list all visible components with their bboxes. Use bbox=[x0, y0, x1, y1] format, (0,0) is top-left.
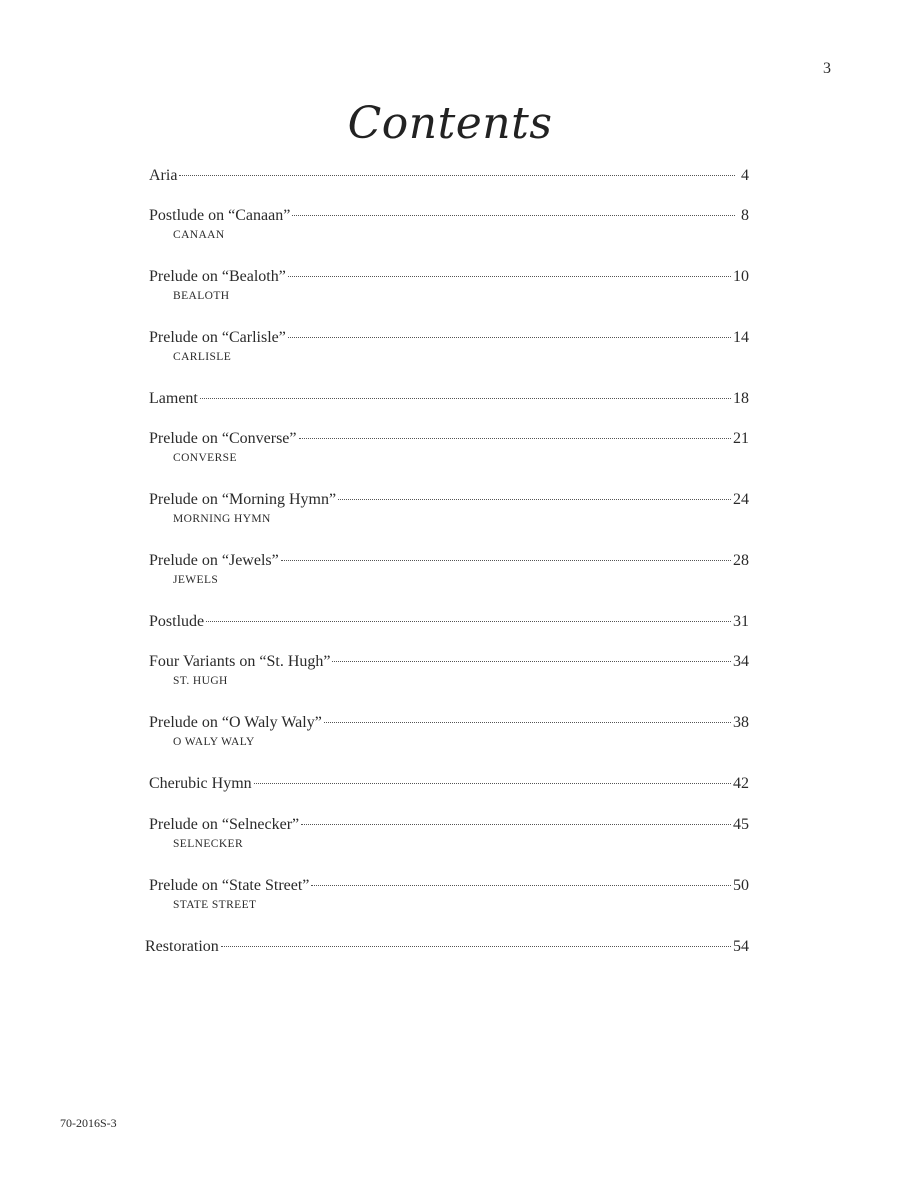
toc-entry-tune-name: BEALOTH bbox=[173, 290, 230, 302]
toc-entry-prelude-converse bbox=[149, 429, 749, 464]
toc-entry-page: 21 bbox=[733, 430, 749, 447]
dot-leader bbox=[288, 337, 731, 338]
toc-entry-prelude-carlisle bbox=[149, 328, 749, 363]
toc-entry-tune-name: O WALY WALY bbox=[173, 736, 255, 748]
toc-entry-prelude-selnecker bbox=[149, 815, 749, 850]
toc-entry-title: Aria bbox=[149, 167, 178, 184]
toc-entry-tune-name: CONVERSE bbox=[173, 452, 237, 464]
dot-leader bbox=[200, 398, 731, 399]
toc-entry-page: 54 bbox=[733, 938, 749, 955]
toc-entry-postlude-canaan bbox=[149, 206, 749, 241]
toc-entry-prelude-o-waly-waly bbox=[149, 713, 749, 748]
toc-entry-title: Prelude on “Converse” bbox=[149, 430, 297, 447]
dot-leader bbox=[324, 722, 731, 723]
toc-entry-tune-name: JEWELS bbox=[173, 574, 219, 586]
toc-entry-page: 18 bbox=[733, 390, 749, 407]
toc-entry-aria bbox=[149, 166, 749, 186]
toc-entry-cherubic-hymn bbox=[149, 774, 749, 794]
toc-entry-title: Prelude on “O Waly Waly” bbox=[149, 714, 322, 731]
toc-entry-title: Prelude on “Bealoth” bbox=[149, 268, 286, 285]
toc-entry-title: Cherubic Hymn bbox=[149, 775, 252, 792]
toc-entry-restoration bbox=[145, 937, 749, 957]
toc-entry-tune-name: CANAAN bbox=[173, 229, 225, 241]
page-title: Contents bbox=[347, 98, 553, 149]
toc-entry-prelude-morning-hymn bbox=[149, 490, 749, 525]
page-number: 3 bbox=[823, 60, 831, 77]
toc-entry-page: 38 bbox=[733, 714, 749, 731]
dot-leader bbox=[206, 621, 731, 622]
dot-leader bbox=[301, 824, 731, 825]
dot-leader bbox=[332, 661, 731, 662]
footer-catalog-code: 70-2016S-3 bbox=[60, 1116, 117, 1130]
toc-entry-page: 28 bbox=[733, 552, 749, 569]
toc-entry-tune-name: MORNING HYMN bbox=[173, 513, 271, 525]
dot-leader bbox=[179, 175, 735, 176]
toc-entry-title: Postlude bbox=[149, 613, 205, 630]
toc-entry-four-variants-st-hugh bbox=[149, 652, 749, 687]
toc-entry-title: Restoration bbox=[145, 938, 219, 955]
toc-entry-title: Postlude on “Canaan” bbox=[149, 207, 291, 224]
toc-entry-page: 4 bbox=[741, 167, 749, 184]
dot-leader bbox=[299, 438, 731, 439]
toc-entry-prelude-bealoth bbox=[149, 267, 749, 302]
toc-entry-page: 45 bbox=[733, 816, 749, 833]
toc-entry-tune-name: ST. HUGH bbox=[173, 675, 228, 687]
toc-entry-title: Prelude on “State Street” bbox=[149, 877, 310, 894]
dot-leader bbox=[338, 499, 731, 500]
dot-leader bbox=[311, 885, 731, 886]
toc-entry-tune-name: STATE STREET bbox=[173, 899, 257, 911]
toc-entry-title: Four Variants on “St. Hugh” bbox=[149, 653, 331, 670]
toc-entry-title: Prelude on “Morning Hymn” bbox=[149, 491, 337, 508]
toc-entry-title: Prelude on “Jewels” bbox=[149, 552, 279, 569]
toc-entry-page: 34 bbox=[733, 653, 749, 670]
toc-entry-page: 31 bbox=[733, 613, 749, 630]
toc-entry-prelude-state-street bbox=[149, 876, 749, 911]
toc-entry-page: 10 bbox=[733, 268, 749, 285]
dot-leader bbox=[281, 560, 731, 561]
toc-entry-page: 8 bbox=[741, 207, 749, 224]
toc-entry-lament bbox=[149, 389, 749, 409]
toc-entry-tune-name: CARLISLE bbox=[173, 351, 232, 363]
toc-entry-title: Lament bbox=[149, 390, 198, 407]
dot-leader bbox=[292, 215, 735, 216]
toc-entry-postlude bbox=[149, 612, 749, 632]
toc-entry-page: 50 bbox=[733, 877, 749, 894]
toc-entry-page: 14 bbox=[733, 329, 749, 346]
toc-entry-prelude-jewels bbox=[149, 551, 749, 586]
toc-entry-tune-name: SELNECKER bbox=[173, 838, 244, 850]
toc-entry-page: 24 bbox=[733, 491, 749, 508]
dot-leader bbox=[254, 783, 731, 784]
toc-entry-title: Prelude on “Selnecker” bbox=[149, 816, 300, 833]
toc-entry-title: Prelude on “Carlisle” bbox=[149, 329, 286, 346]
dot-leader bbox=[221, 946, 731, 947]
toc-entry-page: 42 bbox=[733, 775, 749, 792]
dot-leader bbox=[288, 276, 731, 277]
